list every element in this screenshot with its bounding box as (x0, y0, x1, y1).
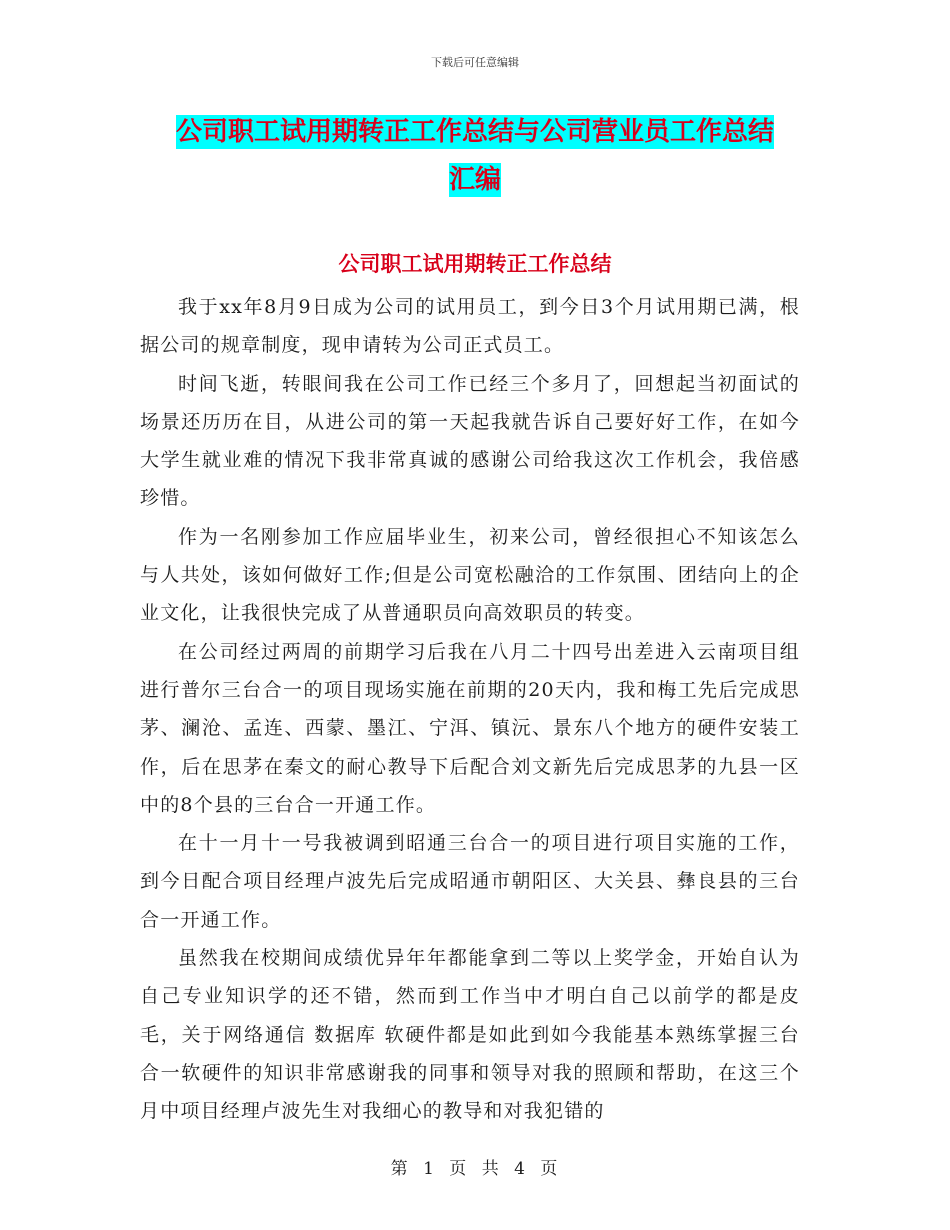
body-paragraph: 时间飞逝，转眼间我在公司工作已经三个多月了，回想起当初面试的场景还历历在目，从进公司的第一天起我就告诉自己要好好工作，在如今大学生就业难的情况下我非常真诚的感谢公司给我这次工作机会，我倍感珍惜。 (140, 372, 800, 510)
document-body (140, 288, 800, 1131)
document-title (140, 108, 810, 204)
page-number: 第 1 页 共 4 页 (390, 1159, 560, 1179)
body-paragraph: 在十一月十一号我被调到昭通三台合一的项目进行项目实施的工作，到今日配合项目经理卢波先后完成昭通市朝阳区、大关县、彝良县的三台合一开通工作。 (140, 832, 800, 931)
body-paragraph: 我于xx年8月9日成为公司的试用员工，到今日3个月试用期已满，根据公司的规章制度，现申请转为公司正式员工。 (140, 296, 800, 357)
body-paragraph: 在公司经过两周的前期学习后我在八月二十四号出差进入云南项目组进行普尔三台合一的项目现场实施在前期的20天内，我和梅工先后完成思茅、澜沧、孟连、西蒙、墨江、宁洱、镇沅、景东八个地方的硬件安装工作，后在思茅在秦文的耐心教导下后配合刘文新先后完成思茅的九县一区中的8个县的三台合一开通工作。 (140, 640, 800, 816)
header-note: 下载后可任意编辑 (431, 56, 519, 69)
section-title: 公司职工试用期转正工作总结 (338, 252, 612, 276)
body-paragraph: 作为一名刚参加工作应届毕业生，初来公司，曾经很担心不知该怎么与人共处，该如何做好工作;但是公司宽松融洽的工作氛围、团结向上的企业文化，让我很快完成了从普通职员向高效职员的转变。 (140, 525, 800, 625)
body-paragraph: 虽然我在校期间成绩优异年年都能拿到二等以上奖学金，开始自认为自己专业知识学的还不错，然而到工作当中才明白自己以前学的都是皮毛，关于网络通信 数据库 软硬件都是如此到如今我能基本熟练掌握三台合一软硬件的知识非常感谢我的同事和领导对我的照顾和帮助，在这三个月中项目经理卢波先生对我细心的教导和对我犯错的 (140, 947, 800, 1123)
document-title-line-2: 汇编 (448, 165, 501, 195)
document-title-line-1: 公司职工试用期转正工作总结与公司营业员工作总结 (175, 117, 774, 147)
